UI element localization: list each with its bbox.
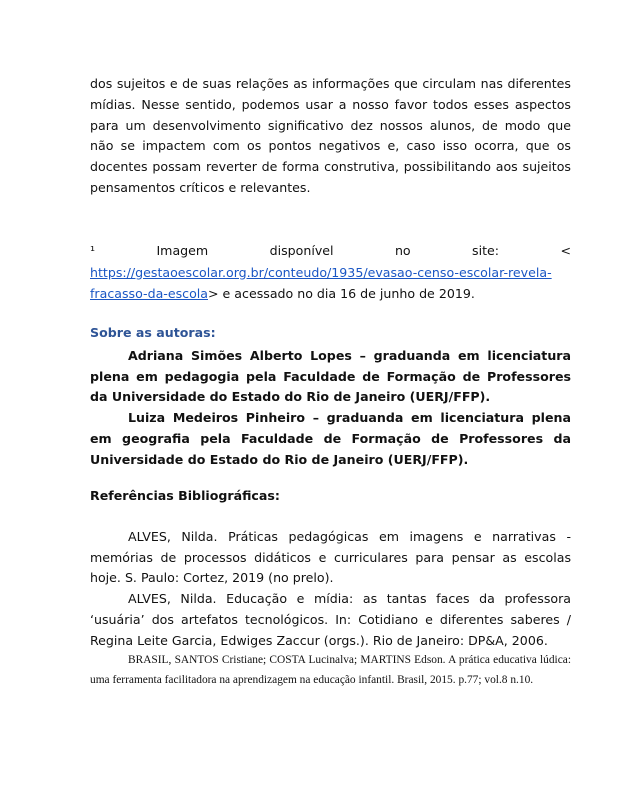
footnote-first-line <box>90 240 571 262</box>
footnote-word: Imagem <box>156 243 209 258</box>
about-heading: Sobre as autoras: <box>90 325 216 340</box>
footnote-word: site: <box>472 243 500 258</box>
intro-section <box>90 74 571 199</box>
author-entry: Adriana Simões Alberto Lopes – graduanda em licenciatura plena em pedagogia pela Faculdade de Formação de Professores da Universidade do Estado do Rio de Janeiro (UERJ/FFP). <box>90 348 571 405</box>
about-authors-section <box>90 323 571 470</box>
footnote-rest <box>90 262 571 305</box>
footnote-link[interactable]: https://gestaoescolar.org.br/conteudo/1935/evasao-censo-escolar-revela-fracasso-da-escola <box>90 264 552 301</box>
footnote-word: no <box>394 243 411 258</box>
footnote-marker: ¹ <box>90 243 96 258</box>
intro-paragraph: dos sujeitos e de suas relações as informações que circulam nas diferentes mídias. Nesse sentido, podemos usar a nosso favor todos esses aspectos para um desenvolvimento significativo dez nossos alunos, de modo que não se impactem com os pontos negativos e, caso isso ocorra, que os docentes possam reverter de forma construtiva, possibilitando aos sujeitos pensamentos críticos e relevantes. <box>90 76 571 195</box>
reference-entry: ALVES, Nilda. Práticas pedagógicas em imagens e narrativas - memórias de processos didáticos e curriculares para pensar as escolas hoje. S. Paulo: Cortez, 2019 (no prelo). <box>90 529 571 586</box>
author-entry: Luiza Medeiros Pinheiro – graduanda em licenciatura plena em geografia pela Faculdade de Formação de Professores da Universidade do Estado do Rio de Janeiro (UERJ/FFP). <box>90 410 571 467</box>
references-list <box>90 527 571 690</box>
footnote-word: disponível <box>269 243 334 258</box>
references-heading-section <box>90 486 571 506</box>
footnote-suffix: > e acessado no dia 16 de junho de 2019. <box>208 286 475 301</box>
references-heading: Referências Bibliográficas: <box>90 488 280 503</box>
reference-entry: BRASIL, SANTOS Cristiane; COSTA Lucinalva; MARTINS Edson. A prática educativa lúdica: uma ferramenta facilitadora na aprendizagem na educação infantil. Brasil, 2015. p.77; vol.8 n.10. <box>90 654 571 686</box>
footnote <box>90 240 571 305</box>
footnote-word: < <box>560 243 571 258</box>
reference-entry: ALVES, Nilda. Educação e mídia: as tantas faces da professora ‘usuária’ dos artefatos tecnológicos. In: Cotidiano e diferentes saberes / Regina Leite Garcia, Edwiges Zaccur (orgs.). Rio de Janeiro: DP&A, 2006. <box>90 591 571 648</box>
